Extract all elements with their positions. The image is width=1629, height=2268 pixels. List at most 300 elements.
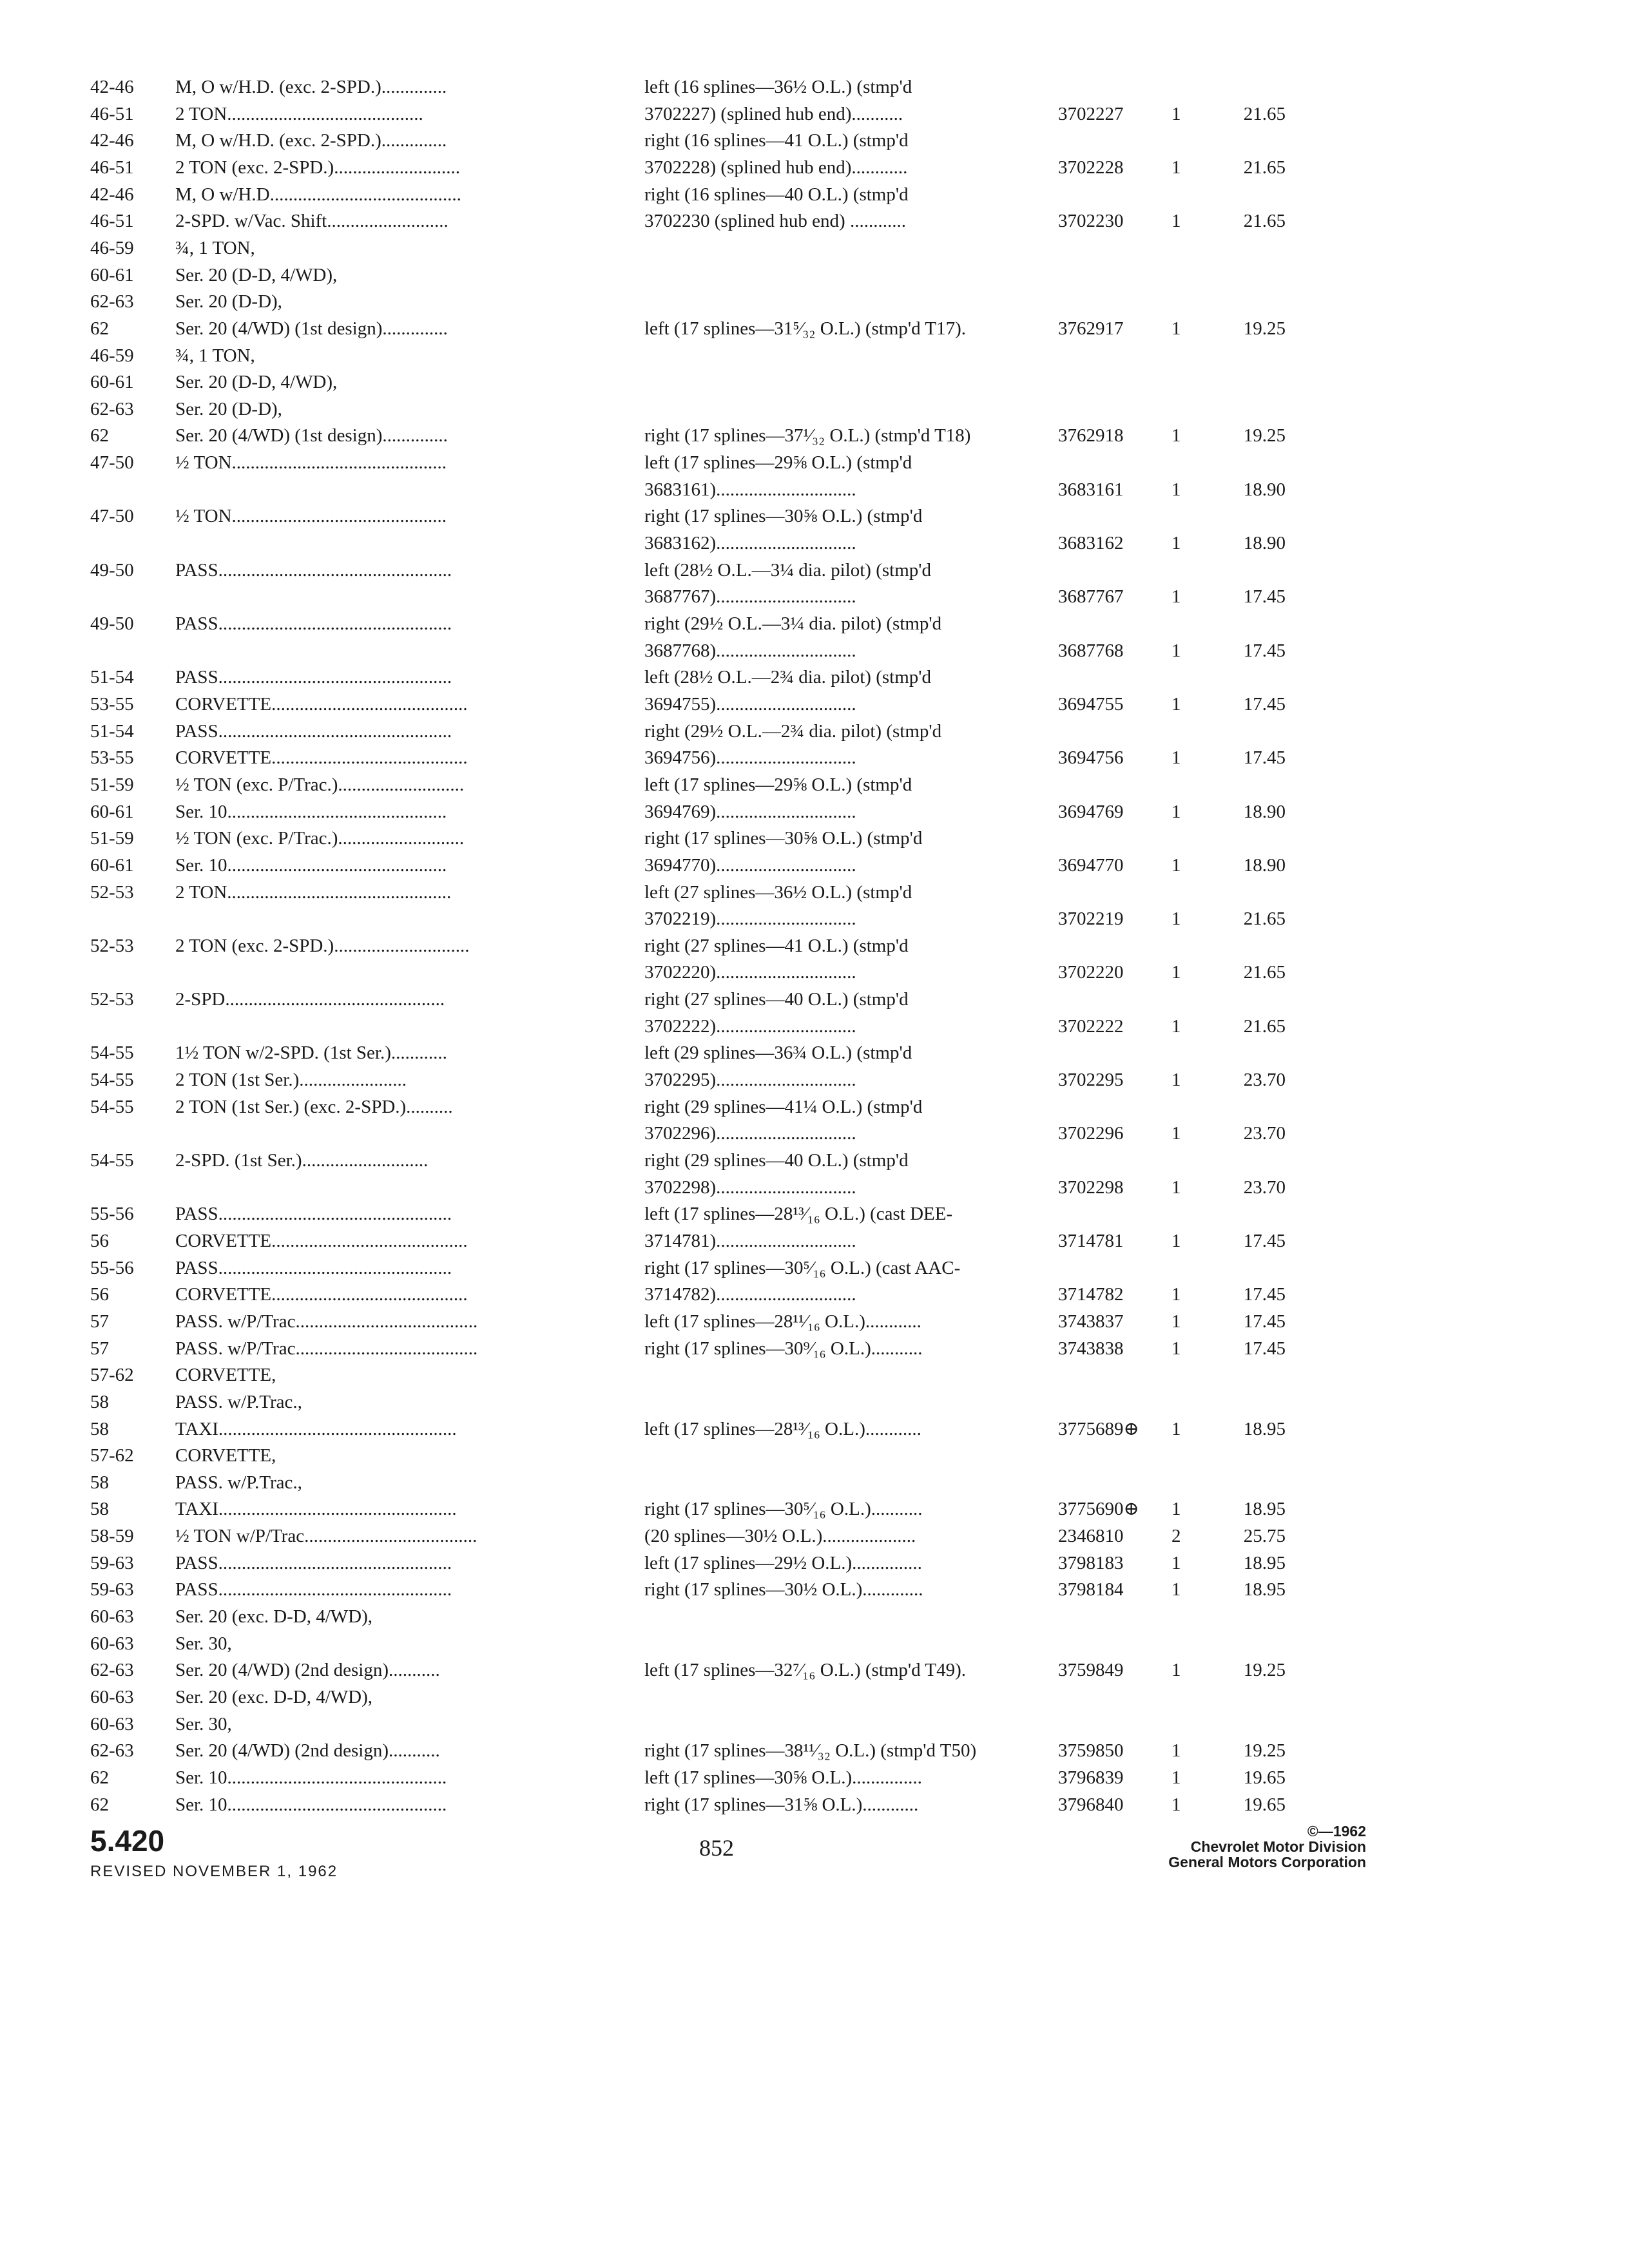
part-number: 3759849	[1058, 1660, 1124, 1680]
model-year: 56	[90, 1284, 109, 1305]
table-row	[0, 1174, 1629, 1201]
model-year: 62	[90, 318, 109, 339]
list-price: 17.45	[1243, 1311, 1286, 1332]
quantity: 1	[1171, 747, 1181, 768]
part-number: 3743837	[1058, 1311, 1124, 1332]
model-year: 49-50	[90, 560, 134, 581]
part-description: left (28½ O.L.—2¾ dia. pilot) (stmp'd	[644, 667, 931, 687]
quantity: 1	[1171, 479, 1181, 500]
model-application: Ser. 20 (exc. D-D, 4/WD),	[175, 1606, 373, 1627]
part-number: 3694755	[1058, 694, 1124, 715]
model-application: 2 TON..........................................	[175, 104, 423, 124]
model-year: 58	[90, 1472, 109, 1493]
table-row	[0, 798, 1629, 825]
table-row	[0, 181, 1629, 208]
table-row	[0, 1442, 1629, 1469]
model-year: 60-63	[90, 1606, 134, 1627]
model-application: ½ TON (exc. P/Trac.)...........................	[175, 774, 465, 795]
table-row	[0, 718, 1629, 745]
list-price: 18.90	[1243, 855, 1286, 876]
model-year: 58-59	[90, 1526, 134, 1546]
part-description: right (17 splines—30⁵⁄₁₆ O.L.)...........	[644, 1499, 923, 1519]
list-price: 18.90	[1243, 802, 1286, 822]
model-year: 47-50	[90, 452, 134, 473]
model-year: 49-50	[90, 613, 134, 634]
part-description: left (28½ O.L.—3¼ dia. pilot) (stmp'd	[644, 560, 931, 581]
model-application: Ser. 20 (4/WD) (1st design)..............	[175, 318, 448, 339]
part-number: 3702230	[1058, 211, 1124, 231]
part-description: (20 splines—30½ O.L.)....................	[644, 1526, 916, 1546]
model-application: Ser. 20 (4/WD) (2nd design)...........	[175, 1740, 440, 1761]
table-row	[0, 1120, 1629, 1147]
quantity: 1	[1171, 1419, 1181, 1439]
table-row	[0, 1147, 1629, 1174]
page-number: 852	[699, 1835, 734, 1861]
list-price: 17.45	[1243, 1231, 1286, 1251]
table-row	[0, 1227, 1629, 1254]
list-price: 25.75	[1243, 1526, 1286, 1546]
quantity: 1	[1171, 1579, 1181, 1600]
part-description: left (17 splines—29½ O.L.)...............	[644, 1553, 922, 1573]
part-description: 3687767)..............................	[644, 586, 856, 607]
table-row	[0, 1013, 1629, 1040]
table-row	[0, 449, 1629, 476]
quantity: 1	[1171, 104, 1181, 124]
part-number: 3775690⊕	[1058, 1499, 1139, 1519]
part-description: 3694769)..............................	[644, 802, 856, 822]
part-number: 3714781	[1058, 1231, 1124, 1251]
table-row	[0, 1791, 1629, 1818]
part-description: left (17 splines—30⅝ O.L.)...............	[644, 1767, 922, 1788]
model-application: CORVETTE,	[175, 1365, 276, 1385]
quantity: 1	[1171, 1767, 1181, 1788]
list-price: 23.70	[1243, 1070, 1286, 1090]
part-number: 3743838	[1058, 1338, 1124, 1359]
part-description: right (27 splines—40 O.L.) (stmp'd	[644, 989, 909, 1010]
model-year: 55-56	[90, 1204, 134, 1224]
list-price: 19.65	[1243, 1767, 1286, 1788]
model-year: 58	[90, 1392, 109, 1412]
part-description: 3702230 (splined hub end) ............	[644, 211, 906, 231]
quantity: 1	[1171, 1338, 1181, 1359]
copyright-block	[1095, 1823, 1366, 1870]
table-row	[0, 1495, 1629, 1523]
list-price: 21.65	[1243, 157, 1286, 178]
model-year: 52-53	[90, 989, 134, 1010]
model-year: 59-63	[90, 1553, 134, 1573]
list-price: 18.95	[1243, 1419, 1286, 1439]
quantity: 1	[1171, 1794, 1181, 1815]
part-number: 3683162	[1058, 533, 1124, 553]
model-year: 51-59	[90, 828, 134, 849]
part-description: right (16 splines—41 O.L.) (stmp'd	[644, 130, 909, 151]
model-year: 62	[90, 425, 109, 446]
part-description: 3702296)..............................	[644, 1123, 856, 1144]
table-row	[0, 1630, 1629, 1657]
part-number: 3798184	[1058, 1579, 1124, 1600]
part-description: right (17 splines—38¹¹⁄₃₂ O.L.) (stmp'd T50)	[644, 1740, 977, 1761]
list-price: 21.65	[1243, 104, 1286, 124]
part-description: 3702228) (splined hub end)............	[644, 157, 908, 178]
list-price: 17.45	[1243, 586, 1286, 607]
table-row	[0, 610, 1629, 637]
model-application: PASS..................................................	[175, 1579, 452, 1600]
table-row	[0, 154, 1629, 181]
quantity: 1	[1171, 318, 1181, 339]
model-year: 53-55	[90, 747, 134, 768]
part-description: left (17 splines—32⁷⁄₁₆ O.L.) (stmp'd T49).	[644, 1660, 966, 1680]
table-row	[0, 1416, 1629, 1443]
model-year: 62-63	[90, 1660, 134, 1680]
part-description: 3687768)..............................	[644, 640, 856, 661]
part-description: right (16 splines—40 O.L.) (stmp'd	[644, 184, 909, 205]
part-number: 3687767	[1058, 586, 1124, 607]
quantity: 1	[1171, 694, 1181, 715]
part-number: 3702295	[1058, 1070, 1124, 1090]
quantity: 1	[1171, 640, 1181, 661]
model-application: Ser. 10...............................................	[175, 855, 447, 876]
division-name: Chevrolet Motor Division	[1190, 1838, 1366, 1855]
model-year: 46-51	[90, 104, 134, 124]
model-year: 54-55	[90, 1097, 134, 1117]
table-row	[0, 1389, 1629, 1416]
part-description: left (17 splines—29⅝ O.L.) (stmp'd	[644, 774, 912, 795]
list-price: 21.65	[1243, 1016, 1286, 1037]
model-year: 60-63	[90, 1714, 134, 1735]
model-application: M, O w/H.D. (exc. 2-SPD.)..............	[175, 77, 447, 97]
list-price: 19.65	[1243, 1794, 1286, 1815]
model-application: TAXI...................................................	[175, 1419, 457, 1439]
part-description: left (17 splines—28¹³⁄₁₆ O.L.) (cast DEE-	[644, 1204, 953, 1224]
list-price: 17.45	[1243, 1284, 1286, 1305]
part-description: 3683161)..............................	[644, 479, 856, 500]
part-number: 3702227	[1058, 104, 1124, 124]
table-row	[0, 1550, 1629, 1577]
part-description: 3702220)..............................	[644, 962, 856, 983]
model-application: M, O w/H.D. (exc. 2-SPD.)..............	[175, 130, 447, 151]
model-year: 57-62	[90, 1445, 134, 1466]
list-price: 18.90	[1243, 479, 1286, 500]
table-row	[0, 1039, 1629, 1066]
model-year: 51-54	[90, 667, 134, 687]
quantity: 1	[1171, 1177, 1181, 1198]
quantity: 1	[1171, 1070, 1181, 1090]
quantity: 1	[1171, 855, 1181, 876]
section-number: 5.420	[90, 1824, 165, 1858]
part-description: 3702227) (splined hub end)...........	[644, 104, 903, 124]
part-description: left (17 splines—28¹³⁄₁₆ O.L.)............	[644, 1419, 921, 1439]
model-application: Ser. 20 (D-D),	[175, 399, 282, 419]
part-description: left (27 splines—36½ O.L.) (stmp'd	[644, 882, 912, 903]
model-year: 60-61	[90, 265, 134, 285]
table-row	[0, 959, 1629, 986]
part-description: left (16 splines—36½ O.L.) (stmp'd	[644, 77, 912, 97]
model-application: 2-SPD. (1st Ser.)...........................	[175, 1150, 429, 1171]
model-application: Ser. 20 (D-D),	[175, 291, 282, 312]
table-row	[0, 1523, 1629, 1550]
model-application: PASS..................................................	[175, 613, 452, 634]
model-year: 57-62	[90, 1365, 134, 1385]
model-year: 62-63	[90, 291, 134, 312]
part-description: right (17 splines—37¹⁄₃₂ O.L.) (stmp'd T18)	[644, 425, 971, 446]
model-year: 52-53	[90, 936, 134, 956]
list-price: 21.65	[1243, 211, 1286, 231]
model-application: PASS. w/P/Trac.......................................	[175, 1338, 478, 1359]
quantity: 1	[1171, 157, 1181, 178]
model-application: Ser. 10...............................................	[175, 1794, 447, 1815]
part-description: left (17 splines—29⅝ O.L.) (stmp'd	[644, 452, 912, 473]
list-price: 19.25	[1243, 425, 1286, 446]
list-price: 19.25	[1243, 1740, 1286, 1761]
table-row	[0, 583, 1629, 610]
list-price: 17.45	[1243, 694, 1286, 715]
model-application: 1½ TON w/2-SPD. (1st Ser.)............	[175, 1043, 447, 1063]
part-description: 3702222)..............................	[644, 1016, 856, 1037]
table-row	[0, 342, 1629, 369]
model-application: TAXI...................................................	[175, 1499, 457, 1519]
model-application: 2 TON (1st Ser.) (exc. 2-SPD.)..........	[175, 1097, 453, 1117]
model-application: Ser. 20 (D-D, 4/WD),	[175, 372, 338, 392]
table-row	[0, 1200, 1629, 1227]
table-row	[0, 315, 1629, 342]
model-year: 60-63	[90, 1633, 134, 1654]
quantity: 1	[1171, 1284, 1181, 1305]
list-price: 17.45	[1243, 747, 1286, 768]
model-year: 52-53	[90, 882, 134, 903]
list-price: 18.95	[1243, 1553, 1286, 1573]
table-row	[0, 1093, 1629, 1120]
model-application: ½ TON..............................................	[175, 452, 447, 473]
corporation-name: General Motors Corporation	[1168, 1854, 1366, 1870]
model-year: 46-59	[90, 345, 134, 366]
model-year: 42-46	[90, 130, 134, 151]
part-number: 3714782	[1058, 1284, 1124, 1305]
list-price: 18.95	[1243, 1579, 1286, 1600]
model-year: 54-55	[90, 1070, 134, 1090]
part-number: 2346810	[1058, 1526, 1124, 1546]
list-price: 23.70	[1243, 1177, 1286, 1198]
model-application: PASS..................................................	[175, 1258, 452, 1278]
part-number: 3796839	[1058, 1767, 1124, 1788]
copyright-mark: ©—1962	[1307, 1823, 1366, 1840]
model-year: 46-59	[90, 238, 134, 258]
part-number: 3702220	[1058, 962, 1124, 983]
part-description: right (29 splines—40 O.L.) (stmp'd	[644, 1150, 909, 1171]
table-row	[0, 530, 1629, 557]
model-year: 62	[90, 1767, 109, 1788]
list-price: 23.70	[1243, 1123, 1286, 1144]
model-application: Ser. 10...............................................	[175, 1767, 447, 1788]
model-application: Ser. 10...............................................	[175, 802, 447, 822]
part-number: 3775689⊕	[1058, 1419, 1139, 1439]
part-number: 3683161	[1058, 479, 1124, 500]
model-year: 58	[90, 1419, 109, 1439]
model-application: PASS..................................................	[175, 721, 452, 742]
model-application: ½ TON w/P/Trac.....................................	[175, 1526, 477, 1546]
model-year: 60-61	[90, 855, 134, 876]
table-row	[0, 691, 1629, 718]
quantity: 1	[1171, 586, 1181, 607]
table-row	[0, 476, 1629, 503]
part-description: right (27 splines—41 O.L.) (stmp'd	[644, 936, 909, 956]
quantity: 1	[1171, 1123, 1181, 1144]
quantity: 1	[1171, 533, 1181, 553]
model-application: ¾, 1 TON,	[175, 345, 255, 366]
model-year: 56	[90, 1231, 109, 1251]
model-application: CORVETTE..........................................	[175, 747, 468, 768]
table-row	[0, 1066, 1629, 1093]
table-row	[0, 1361, 1629, 1389]
part-description: right (29½ O.L.—2¾ dia. pilot) (stmp'd	[644, 721, 942, 742]
model-application: 2 TON (exc. 2-SPD.).............................	[175, 936, 470, 956]
part-description: right (17 splines—30⅝ O.L.) (stmp'd	[644, 828, 923, 849]
quantity: 1	[1171, 1499, 1181, 1519]
table-row	[0, 771, 1629, 798]
table-row	[0, 1281, 1629, 1308]
model-year: 57	[90, 1338, 109, 1359]
table-row	[0, 744, 1629, 771]
list-price: 18.95	[1243, 1499, 1286, 1519]
table-row	[0, 879, 1629, 906]
part-description: right (17 splines—31⅝ O.L.)............	[644, 1794, 919, 1815]
model-application: 2 TON (1st Ser.).......................	[175, 1070, 407, 1090]
table-row	[0, 1737, 1629, 1764]
part-description: 3702219)..............................	[644, 908, 856, 929]
model-year: 51-59	[90, 774, 134, 795]
table-row	[0, 1684, 1629, 1711]
model-year: 46-51	[90, 211, 134, 231]
model-year: 54-55	[90, 1150, 134, 1171]
list-price: 17.45	[1243, 1338, 1286, 1359]
model-year: 62-63	[90, 1740, 134, 1761]
part-description: 3702298)..............................	[644, 1177, 856, 1198]
model-year: 42-46	[90, 77, 134, 97]
quantity: 1	[1171, 802, 1181, 822]
quantity: 1	[1171, 1660, 1181, 1680]
model-application: PASS..................................................	[175, 560, 452, 581]
table-row	[0, 1308, 1629, 1335]
part-number: 3694769	[1058, 802, 1124, 822]
model-year: 53-55	[90, 694, 134, 715]
part-number: 3796840	[1058, 1794, 1124, 1815]
table-row	[0, 127, 1629, 154]
model-application: CORVETTE..........................................	[175, 694, 468, 715]
list-price: 18.90	[1243, 533, 1286, 553]
table-row	[0, 1764, 1629, 1791]
model-year: 62	[90, 1794, 109, 1815]
table-row	[0, 1603, 1629, 1630]
list-price: 21.65	[1243, 962, 1286, 983]
table-row	[0, 905, 1629, 932]
part-number: 3694756	[1058, 747, 1124, 768]
part-description: left (29 splines—36¾ O.L.) (stmp'd	[644, 1043, 912, 1063]
model-year: 46-51	[90, 157, 134, 178]
part-number: 3687768	[1058, 640, 1124, 661]
table-row	[0, 288, 1629, 315]
model-year: 59-63	[90, 1579, 134, 1600]
part-description: right (17 splines—30⁵⁄₁₆ O.L.) (cast AAC-	[644, 1258, 961, 1278]
table-row	[0, 932, 1629, 959]
part-number: 3762918	[1058, 425, 1124, 446]
table-row	[0, 262, 1629, 289]
part-number: 3702298	[1058, 1177, 1124, 1198]
model-application: 2 TON (exc. 2-SPD.)...........................	[175, 157, 460, 178]
part-number: 3702222	[1058, 1016, 1124, 1037]
model-application: Ser. 20 (4/WD) (1st design)..............	[175, 425, 448, 446]
model-application: ¾, 1 TON,	[175, 238, 255, 258]
table-row	[0, 1657, 1629, 1684]
model-application: PASS. w/P.Trac.,	[175, 1392, 302, 1412]
model-year: 54-55	[90, 1043, 134, 1063]
model-application: CORVETTE..........................................	[175, 1284, 468, 1305]
table-row	[0, 852, 1629, 879]
model-year: 57	[90, 1311, 109, 1332]
model-application: Ser. 20 (D-D, 4/WD),	[175, 265, 338, 285]
part-number: 3762917	[1058, 318, 1124, 339]
quantity: 1	[1171, 962, 1181, 983]
part-number: 3759850	[1058, 1740, 1124, 1761]
table-row	[0, 369, 1629, 396]
part-description: 3714781)..............................	[644, 1231, 856, 1251]
table-row	[0, 986, 1629, 1013]
model-application: 2-SPD...............................................	[175, 989, 445, 1010]
part-number: 3694770	[1058, 855, 1124, 876]
model-year: 60-63	[90, 1687, 134, 1707]
part-number: 3798183	[1058, 1553, 1124, 1573]
table-row	[0, 235, 1629, 262]
model-application: 2 TON................................................	[175, 882, 452, 903]
model-application: PASS. w/P.Trac.,	[175, 1472, 302, 1493]
model-application: 2-SPD. w/Vac. Shift..........................	[175, 211, 448, 231]
table-row	[0, 825, 1629, 852]
table-row	[0, 1335, 1629, 1362]
table-row	[0, 1576, 1629, 1603]
part-description: 3694770)..............................	[644, 855, 856, 876]
part-description: 3694756)..............................	[644, 747, 856, 768]
model-year: 47-50	[90, 506, 134, 526]
model-application: ½ TON (exc. P/Trac.)...........................	[175, 828, 465, 849]
model-year: 51-54	[90, 721, 134, 742]
model-year: 58	[90, 1499, 109, 1519]
part-description: left (17 splines—28¹¹⁄₁₆ O.L.)............	[644, 1311, 921, 1332]
part-number: 3702228	[1058, 157, 1124, 178]
quantity: 1	[1171, 425, 1181, 446]
quantity: 1	[1171, 1740, 1181, 1761]
list-price: 19.25	[1243, 1660, 1286, 1680]
part-number: 3702219	[1058, 908, 1124, 929]
model-application: PASS..................................................	[175, 667, 452, 687]
table-row	[0, 101, 1629, 128]
part-description: 3714782)..............................	[644, 1284, 856, 1305]
model-year: 60-61	[90, 372, 134, 392]
table-row	[0, 1254, 1629, 1282]
part-description: right (17 splines—30½ O.L.).............	[644, 1579, 923, 1600]
quantity: 1	[1171, 908, 1181, 929]
part-description: right (29½ O.L.—3¼ dia. pilot) (stmp'd	[644, 613, 942, 634]
quantity: 1	[1171, 211, 1181, 231]
quantity: 1	[1171, 1311, 1181, 1332]
quantity: 1	[1171, 1553, 1181, 1573]
model-application: M, O w/H.D.........................................	[175, 184, 461, 205]
model-year: 42-46	[90, 184, 134, 205]
quantity: 1	[1171, 1016, 1181, 1037]
part-description: right (17 splines—30⅝ O.L.) (stmp'd	[644, 506, 923, 526]
model-year: 60-61	[90, 802, 134, 822]
table-row	[0, 73, 1629, 101]
table-row	[0, 637, 1629, 664]
model-application: PASS. w/P/Trac.......................................	[175, 1311, 478, 1332]
model-year: 55-56	[90, 1258, 134, 1278]
